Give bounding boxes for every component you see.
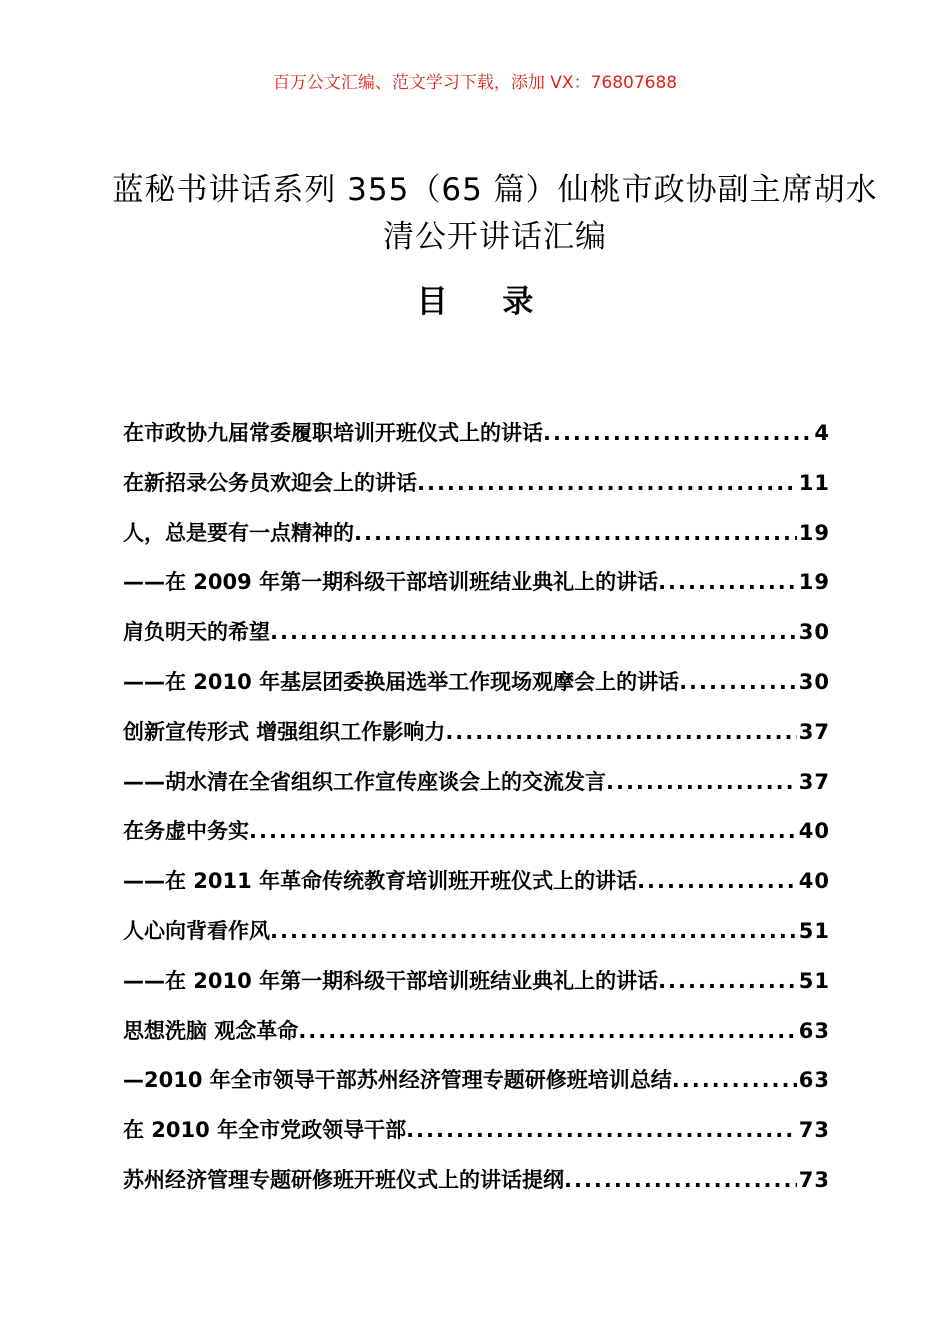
toc-entry[interactable]: [123, 616, 830, 666]
download-notice: 百万公文汇编、范文学习下载，添加 VX：76807688: [272, 73, 678, 93]
toc-entry[interactable]: [123, 766, 830, 816]
toc-entry[interactable]: [123, 467, 830, 517]
toc-entry-page: 19: [798, 520, 830, 545]
toc-entry[interactable]: [123, 815, 830, 865]
toc-dot-leader: [406, 1118, 797, 1142]
toc-entry-page: 11: [798, 470, 830, 495]
toc-dot-leader: [658, 969, 797, 993]
toc-entry-title: —2010 年全市领导干部苏州经济管理专题研修班培训总结: [123, 1068, 672, 1093]
toc-entry-title: ——胡水清在全省组织工作宣传座谈会上的交流发言: [123, 769, 606, 794]
toc-heading: 目 录: [416, 284, 556, 320]
table-of-contents: [123, 417, 830, 1214]
toc-entry[interactable]: [123, 417, 830, 467]
toc-entry-page: 51: [798, 918, 830, 943]
toc-dot-leader: [672, 1068, 797, 1092]
toc-entry-title: ——在 2009 年第一期科级干部培训班结业典礼上的讲话: [123, 570, 659, 595]
toc-entry-title: 人，总是要有一点精神的: [123, 520, 354, 545]
toc-dot-leader: [417, 471, 797, 495]
toc-entry-page: 63: [798, 1018, 830, 1043]
toc-dot-leader: [637, 869, 797, 893]
document-title: 蓝秘书讲话系列 355（65 篇）仙桃市政协副主席胡水清公开讲话汇编: [112, 171, 878, 255]
toc-entry-page: 40: [798, 819, 830, 844]
toc-dot-leader: [679, 670, 797, 694]
toc-entry-title: ——在 2010 年第一期科级干部培训班结业典礼上的讲话: [123, 968, 659, 993]
toc-dot-leader: [543, 421, 812, 445]
toc-entry-title: 人心向背看作风: [123, 918, 270, 943]
toc-entry-page: 63: [798, 1068, 830, 1093]
toc-entry-page: 4: [814, 421, 830, 445]
toc-entry-title: 在务虚中务实: [123, 819, 249, 844]
toc-entry-title: 思想洗脑 观念革命: [123, 1018, 299, 1043]
toc-entry[interactable]: [123, 1164, 830, 1214]
toc-entry-page: 40: [798, 869, 830, 894]
toc-entry-title: 在新招录公务员欢迎会上的讲话: [123, 470, 417, 495]
toc-entry-page: 30: [798, 620, 830, 645]
toc-entry[interactable]: [123, 915, 830, 965]
toc-entry-page: 37: [798, 719, 830, 744]
toc-entry[interactable]: [123, 1114, 830, 1164]
toc-entry-page: 37: [798, 769, 830, 794]
toc-dot-leader: [354, 521, 797, 545]
toc-entry-page: 30: [798, 669, 830, 694]
toc-entry-title: 苏州经济管理专题研修班开班仪式上的讲话提纲: [123, 1167, 564, 1192]
toc-entry-title: ——在 2011 年革命传统教育培训班开班仪式上的讲话: [123, 869, 638, 894]
toc-entry-title: 在 2010 年全市党政领导干部: [123, 1118, 407, 1143]
toc-entry[interactable]: [123, 716, 830, 766]
toc-dot-leader: [658, 570, 797, 594]
toc-dot-leader: [445, 720, 796, 744]
toc-entry-title: ——在 2010 年基层团委换届选举工作现场观摩会上的讲话: [123, 669, 680, 694]
toc-entry-page: 73: [798, 1167, 830, 1192]
toc-dot-leader: [270, 919, 797, 943]
toc-entry[interactable]: [123, 566, 830, 616]
toc-dot-leader: [564, 1168, 797, 1192]
toc-entry-title: 肩负明天的希望: [123, 620, 270, 645]
toc-entry[interactable]: [123, 666, 830, 716]
toc-dot-leader: [249, 819, 797, 843]
toc-entry[interactable]: [123, 1064, 830, 1114]
toc-entry[interactable]: [123, 517, 830, 567]
toc-entry[interactable]: [123, 1015, 830, 1065]
toc-entry[interactable]: [123, 865, 830, 915]
toc-entry-page: 51: [798, 968, 830, 993]
toc-entry-title: 创新宣传形式 增强组织工作影响力: [123, 719, 446, 744]
toc-entry-page: 73: [798, 1118, 830, 1143]
toc-entry[interactable]: [123, 965, 830, 1015]
toc-dot-leader: [298, 1019, 796, 1043]
toc-dot-leader: [270, 620, 797, 644]
toc-entry-page: 19: [798, 570, 830, 595]
toc-entry-title: 在市政协九届常委履职培训开班仪式上的讲话: [123, 421, 543, 445]
toc-dot-leader: [606, 770, 797, 794]
